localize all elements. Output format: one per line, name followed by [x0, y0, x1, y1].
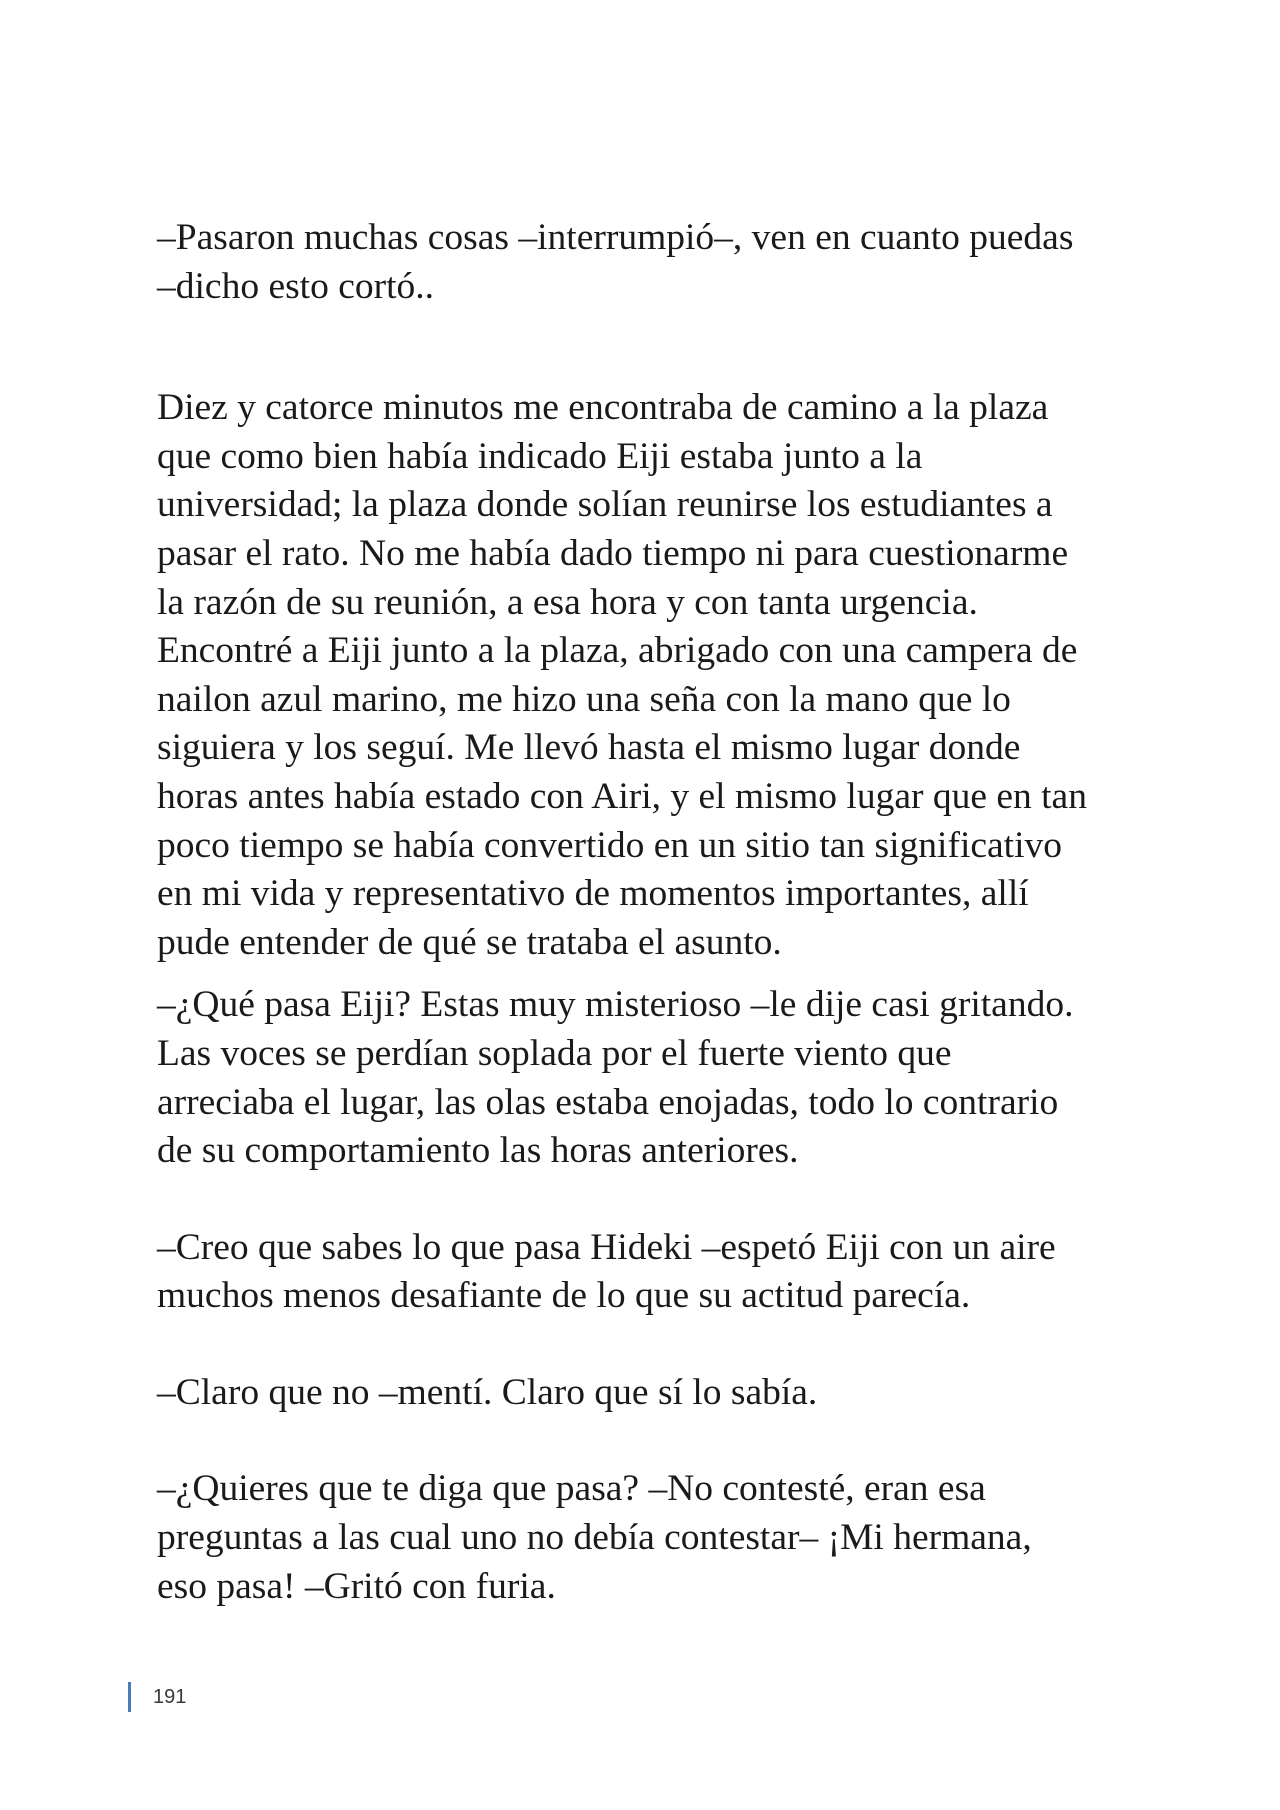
paragraph: –Pasaron muchas cosas –interrumpió–, ven en cuanto puedas –dicho esto cortó.. [157, 217, 1074, 307]
page-body [157, 214, 1142, 1611]
paragraph: –¿Qué pasa Eiji? Estas muy misterioso –le dije casi gritando. Las voces se perdían soplada por el fuerte viento que arreciaba el lugar, las olas estaba enojadas, todo lo contrario de su comportamiento las horas anteriores. [157, 984, 1074, 1172]
paragraph: –Creo que sabes lo que pasa Hideki –espetó Eiji con un aire muchos menos desafiante de lo que su actitud parecía. [157, 1226, 1056, 1317]
footer-accent-bar [128, 1682, 131, 1712]
page-number: 191 [153, 1685, 187, 1708]
page-footer [128, 1682, 186, 1712]
paragraph: –¿Quieres que te diga que pasa? –No contesté, eran esa preguntas a las cual uno no debía contestar– ¡Mi hermana, eso pasa! –Gritó con furia. [157, 1468, 1032, 1607]
paragraph: Diez y catorce minutos me encontraba de camino a la plaza que como bien había indicado Eiji estaba junto a la universidad; la plaza donde solían reunirse los estudiantes a pasar el rato. No me había dado tiempo ni para cuestionarme la razón de su reunión, a esa hora y con tanta urgencia. Encontré a Eiji junto a la plaza, abrigado con una campera de nailon azul marino, me hizo una seña con la mano que lo siguiera y los seguí. Me llevó hasta el mismo lugar donde horas antes había estado con Airi, y el mismo lugar que en tan poco tiempo se había convertido en un sitio tan significativo en mi vida y representativo de momentos importantes, allí pude entender de qué se trataba el asunto. [157, 387, 1087, 963]
paragraph: –Claro que no –mentí. Claro que sí lo sabía. [157, 1371, 818, 1413]
